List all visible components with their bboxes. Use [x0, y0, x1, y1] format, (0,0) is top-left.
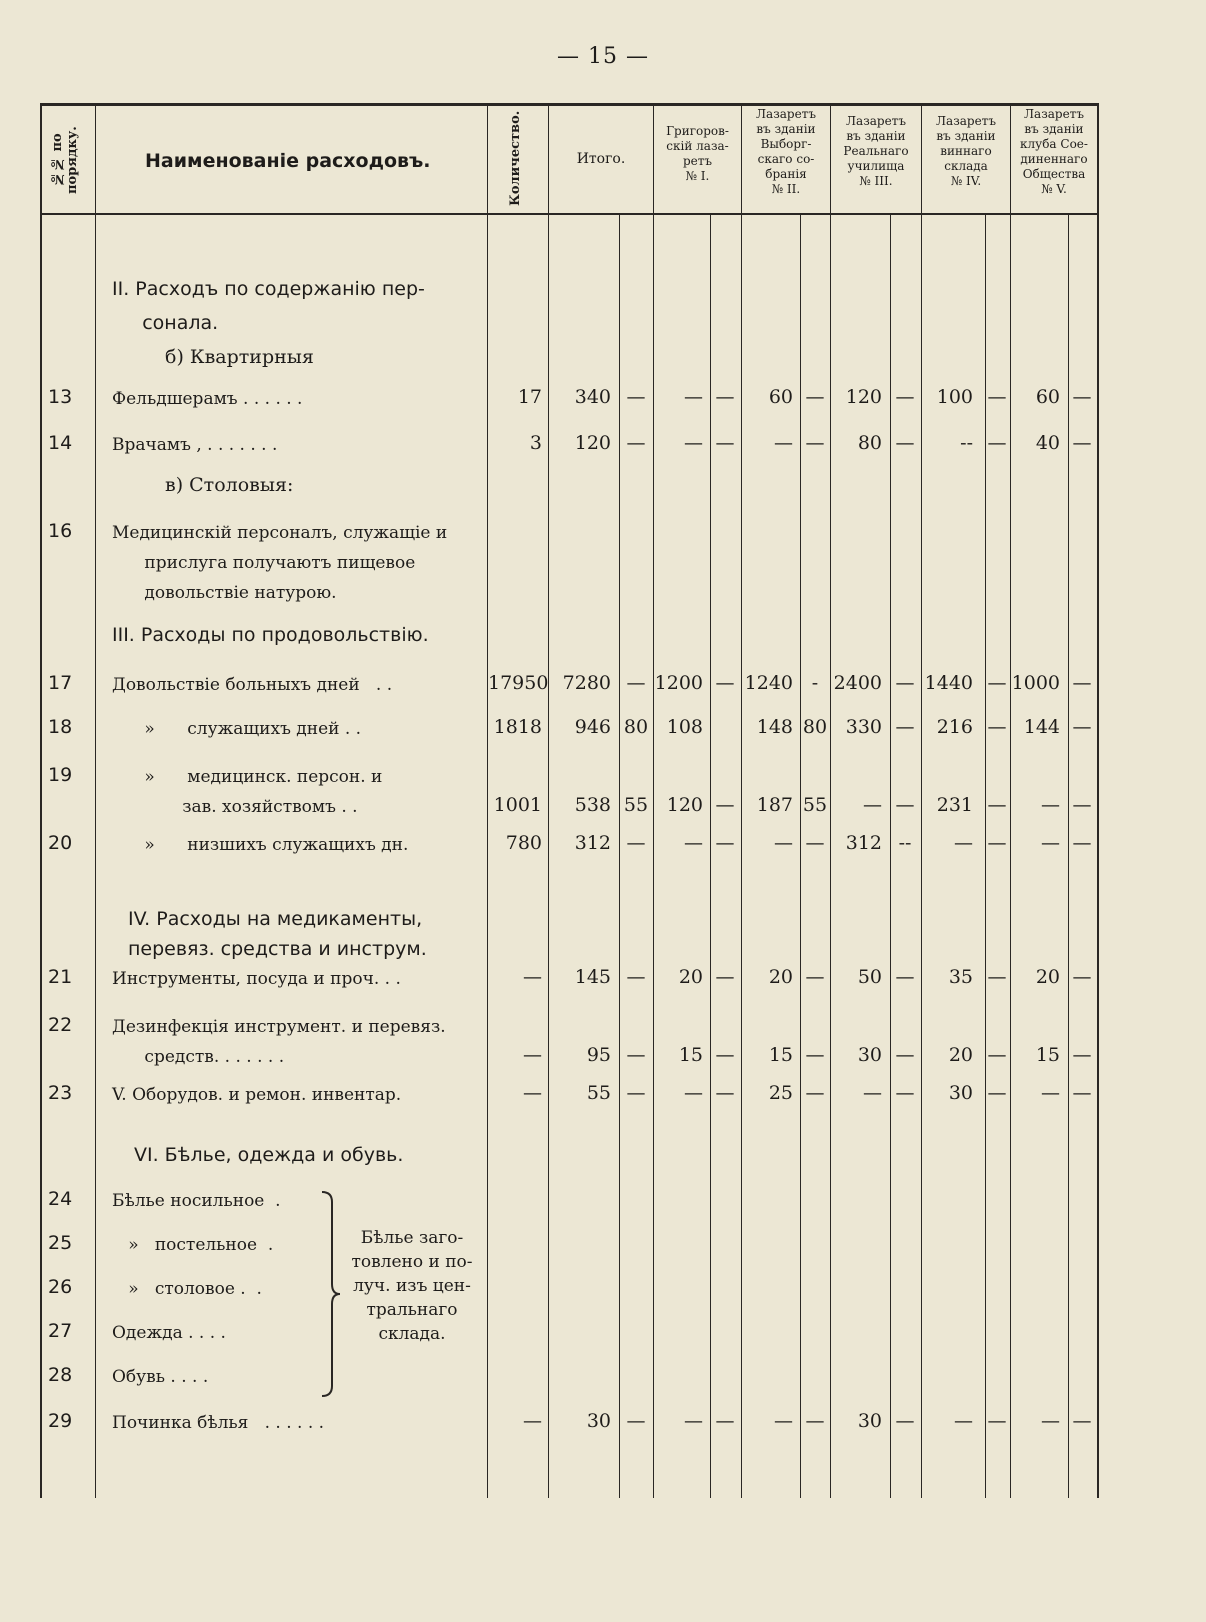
row-value-l5: 15	[1035, 1044, 1060, 1066]
row-kopeks-l2k: —	[805, 1410, 825, 1432]
header-lazaret-3: Лазаретъ въ зданіи Реальнаго училища № III.	[843, 114, 909, 188]
row-number: 24	[48, 1188, 73, 1210]
row-kopeks-l1k: —	[715, 1410, 735, 1432]
row-number: 19	[48, 764, 73, 786]
row-value-l3: —	[863, 1082, 882, 1104]
row-name: Фельдшерамъ . . . . . .	[112, 389, 303, 409]
row-kopeks-l3k: —	[895, 1410, 915, 1432]
row-kopeks-l3k: --	[898, 832, 912, 854]
row-kopeks-l1k: —	[715, 1044, 735, 1066]
row-kopeks-l3k: —	[895, 386, 915, 408]
row-kopeks-l2k: -	[811, 672, 819, 694]
row-number: 23	[48, 1082, 73, 1104]
row-value-total: 95	[586, 1044, 611, 1066]
row-kopeks-kop: —	[626, 672, 646, 694]
row-value-l5: 144	[1023, 716, 1060, 738]
row-value-l1: 20	[678, 966, 703, 988]
row-value-l2: —	[774, 832, 793, 854]
row-name: » постельное .	[112, 1235, 274, 1255]
row-kopeks-l3k: —	[895, 1044, 915, 1066]
row-number: 14	[48, 432, 73, 454]
row-value-total: 340	[574, 386, 611, 408]
row-value-l4: 1440	[924, 672, 973, 694]
row-value-l3: 2400	[833, 672, 882, 694]
row-value-l1: —	[684, 386, 703, 408]
row-value-l5: 40	[1035, 432, 1060, 454]
row-number: 21	[48, 966, 73, 988]
row-value-l2: 20	[768, 966, 793, 988]
row-value-total: 312	[574, 832, 611, 854]
row-kopeks-l4k: —	[987, 1082, 1007, 1104]
row-kopeks-l3k: —	[895, 966, 915, 988]
row-value-l4: —	[954, 1410, 973, 1432]
section-subheading: в) Столовыя:	[165, 474, 294, 496]
section-heading: IV. Расходы на медикаменты, перевяз. средства и инструм.	[128, 908, 427, 960]
row-value-l1: 120	[666, 794, 703, 816]
row-value-l3: 330	[845, 716, 882, 738]
row-value-l2: —	[774, 1410, 793, 1432]
row-name: Одежда . . . .	[112, 1323, 226, 1343]
top-rule	[40, 103, 1098, 106]
row-name: » столовое . .	[112, 1279, 262, 1299]
row-value-total: 946	[574, 716, 611, 738]
section-heading: VI. Бѣлье, одежда и обувь.	[134, 1144, 404, 1166]
row-kopeks-l5k: —	[1072, 1082, 1092, 1104]
row-kopeks-l1k: —	[715, 794, 735, 816]
row-name: » служащихъ дней . .	[112, 719, 362, 739]
row-kopeks-kop: —	[626, 966, 646, 988]
row-value-l3: —	[863, 794, 882, 816]
row-kopeks-l2k: —	[805, 432, 825, 454]
row-value-l2: 15	[768, 1044, 793, 1066]
page-number: — 15 —	[557, 44, 649, 69]
row-name: Довольствіе больныхъ дней . .	[112, 675, 393, 695]
col-line	[40, 103, 42, 1498]
row-kopeks-l5k: —	[1072, 1410, 1092, 1432]
row-name: Бѣлье носильное .	[112, 1191, 281, 1211]
row-kopeks-l4k: —	[987, 716, 1007, 738]
row-kopeks-l2k: —	[805, 966, 825, 988]
row-value-l2: 187	[756, 794, 793, 816]
row-name: Обувь . . . .	[112, 1367, 209, 1387]
row-number: 17	[48, 672, 73, 694]
row-value-l5: —	[1041, 794, 1060, 816]
row-kopeks-l2k: —	[805, 1082, 825, 1104]
row-kopeks-kop: —	[626, 1082, 646, 1104]
row-value-total: 120	[574, 432, 611, 454]
row-value-l3: 50	[857, 966, 882, 988]
row-value-total: 538	[574, 794, 611, 816]
row-name: » низшихъ служащихъ дн.	[112, 835, 409, 855]
header-total: Итого.	[576, 151, 626, 167]
row-kopeks-l3k: —	[895, 672, 915, 694]
row-kopeks-l4k: —	[987, 832, 1007, 854]
row-quantity: —	[523, 1044, 542, 1066]
row-quantity: —	[523, 966, 542, 988]
row-kopeks-l1k: —	[715, 1082, 735, 1104]
row-value-total: 145	[574, 966, 611, 988]
row-kopeks-l2k: 55	[802, 794, 828, 816]
header-lazaret-4: Лазаретъ въ зданіи виннаго склада № IV.	[936, 114, 996, 188]
row-name: Дезинфекція инструмент. и перевяз. средств. . . . . . .	[112, 1017, 446, 1067]
row-kopeks-l1k: —	[715, 672, 735, 694]
row-kopeks-l5k: —	[1072, 716, 1092, 738]
linen-note: Бѣлье заго- товлено и по- луч. изъ цен- тральнаго склада.	[351, 1228, 473, 1344]
row-value-l2: 148	[756, 716, 793, 738]
row-quantity: 780	[505, 832, 542, 854]
row-value-l4: —	[954, 832, 973, 854]
row-value-l2: 25	[768, 1082, 793, 1104]
row-quantity: —	[523, 1082, 542, 1104]
row-kopeks-l5k: —	[1072, 794, 1092, 816]
row-name: Инструменты, посуда и проч. . .	[112, 969, 401, 989]
header-lazaret-2: Лазаретъ въ зданіи Выборг- скаго со- бранія № II.	[756, 107, 816, 196]
row-kopeks-l2k: —	[805, 1044, 825, 1066]
row-quantity: 1001	[493, 794, 542, 816]
row-value-l4: 216	[936, 716, 973, 738]
row-kopeks-l4k: —	[987, 432, 1007, 454]
header-lazaret-5: Лазаретъ въ зданіи клуба Сое- диненнаго Общества № V.	[1020, 107, 1088, 196]
row-number: 26	[48, 1276, 73, 1298]
row-value-l1: 108	[666, 716, 703, 738]
bracket	[318, 1190, 342, 1400]
row-value-l4: 30	[948, 1082, 973, 1104]
row-kopeks-l5k: —	[1072, 432, 1092, 454]
row-value-l4: 35	[948, 966, 973, 988]
row-quantity: 17950	[488, 672, 549, 694]
row-kopeks-kop: 55	[623, 794, 649, 816]
row-value-l4: 100	[936, 386, 973, 408]
row-number: 29	[48, 1410, 73, 1432]
row-kopeks-l1k: —	[715, 966, 735, 988]
row-value-l1: 1200	[654, 672, 703, 694]
row-kopeks-l4k: —	[987, 966, 1007, 988]
row-value-l4: 20	[948, 1044, 973, 1066]
row-kopeks-l3k: —	[895, 716, 915, 738]
row-value-l5: 20	[1035, 966, 1060, 988]
header-bottom-rule	[40, 213, 1098, 215]
row-kopeks-l2k: —	[805, 386, 825, 408]
header-number: №№ по порядку.	[50, 126, 80, 194]
row-value-l3: 30	[857, 1410, 882, 1432]
row-value-total: 7280	[562, 672, 611, 694]
row-number: 27	[48, 1320, 73, 1342]
row-number: 22	[48, 1014, 73, 1036]
row-kopeks-l1k: —	[715, 832, 735, 854]
row-name: Починка бѣлья . . . . . .	[112, 1413, 325, 1433]
row-kopeks-l2k: 80	[802, 716, 828, 738]
row-name: Врачамъ , . . . . . . .	[112, 435, 278, 455]
row-value-l2: 1240	[744, 672, 793, 694]
row-value-l4: --	[960, 432, 973, 454]
row-number: 18	[48, 716, 73, 738]
row-kopeks-l4k: —	[987, 794, 1007, 816]
row-value-l5: 1000	[1011, 672, 1060, 694]
row-value-l3: 312	[845, 832, 882, 854]
col-line	[619, 215, 620, 1498]
row-kopeks-l4k: —	[987, 1044, 1007, 1066]
section-heading: III. Расходы по продовольствію.	[112, 624, 429, 646]
row-kopeks-l4k: —	[987, 1410, 1007, 1432]
row-kopeks-l2k: —	[805, 832, 825, 854]
row-kopeks-l3k: —	[895, 794, 915, 816]
row-name: » медицинск. персон. и зав. хозяйствомъ . .	[144, 767, 383, 817]
row-value-l3: 80	[857, 432, 882, 454]
section-heading: II. Расходъ по содержанію пер- сонала.	[112, 278, 425, 334]
row-value-l4: 231	[936, 794, 973, 816]
row-kopeks-kop: —	[626, 432, 646, 454]
section-subheading: б) Квартирныя	[165, 346, 314, 368]
row-kopeks-l5k: —	[1072, 832, 1092, 854]
col-line	[1097, 103, 1099, 1498]
row-number: 28	[48, 1364, 73, 1386]
row-quantity: 1818	[493, 716, 542, 738]
row-value-total: 30	[586, 1410, 611, 1432]
row-value-l5: —	[1041, 832, 1060, 854]
row-kopeks-l5k: —	[1072, 966, 1092, 988]
row-kopeks-l1k: —	[715, 432, 735, 454]
header-expense-name: Наименованіе расходовъ.	[145, 150, 431, 172]
row-number: 16	[48, 520, 73, 542]
header-quantity: Количество.	[508, 110, 523, 206]
row-value-l1: —	[684, 1410, 703, 1432]
row-value-l2: —	[774, 432, 793, 454]
row-kopeks-l5k: —	[1072, 672, 1092, 694]
row-value-l3: 120	[845, 386, 882, 408]
row-value-l3: 30	[857, 1044, 882, 1066]
row-number: 25	[48, 1232, 73, 1254]
row-quantity: 17	[517, 386, 542, 408]
row-value-l1: —	[684, 432, 703, 454]
row-value-l2: 60	[768, 386, 793, 408]
row-value-l1: 15	[678, 1044, 703, 1066]
row-kopeks-kop: —	[626, 386, 646, 408]
row-kopeks-kop: —	[626, 1410, 646, 1432]
row-kopeks-kop: —	[626, 832, 646, 854]
row-name: V. Оборудов. и ремон. инвентар.	[112, 1085, 402, 1105]
row-kopeks-l3k: —	[895, 1082, 915, 1104]
row-value-l1: —	[684, 832, 703, 854]
row-kopeks-kop: —	[626, 1044, 646, 1066]
row-number: 20	[48, 832, 73, 854]
row-name: Медицинскій персоналъ, служащіе и прислуга получаютъ пищевое довольствіе натурою.	[112, 523, 448, 603]
row-kopeks-kop: 80	[623, 716, 649, 738]
row-kopeks-l3k: —	[895, 432, 915, 454]
row-value-l5: —	[1041, 1410, 1060, 1432]
row-quantity: —	[523, 1410, 542, 1432]
row-value-l1: —	[684, 1082, 703, 1104]
row-kopeks-l1k: —	[715, 386, 735, 408]
row-kopeks-l4k: —	[987, 386, 1007, 408]
row-number: 13	[48, 386, 73, 408]
row-kopeks-l5k: —	[1072, 1044, 1092, 1066]
row-value-total: 55	[586, 1082, 611, 1104]
row-value-l5: 60	[1035, 386, 1060, 408]
row-kopeks-l5k: —	[1072, 386, 1092, 408]
row-kopeks-l4k: —	[987, 672, 1007, 694]
row-quantity: 3	[529, 432, 542, 454]
col-line	[95, 103, 96, 1498]
row-value-l5: —	[1041, 1082, 1060, 1104]
header-lazaret-1: Григоров- скій лаза- ретъ № I.	[666, 124, 729, 183]
